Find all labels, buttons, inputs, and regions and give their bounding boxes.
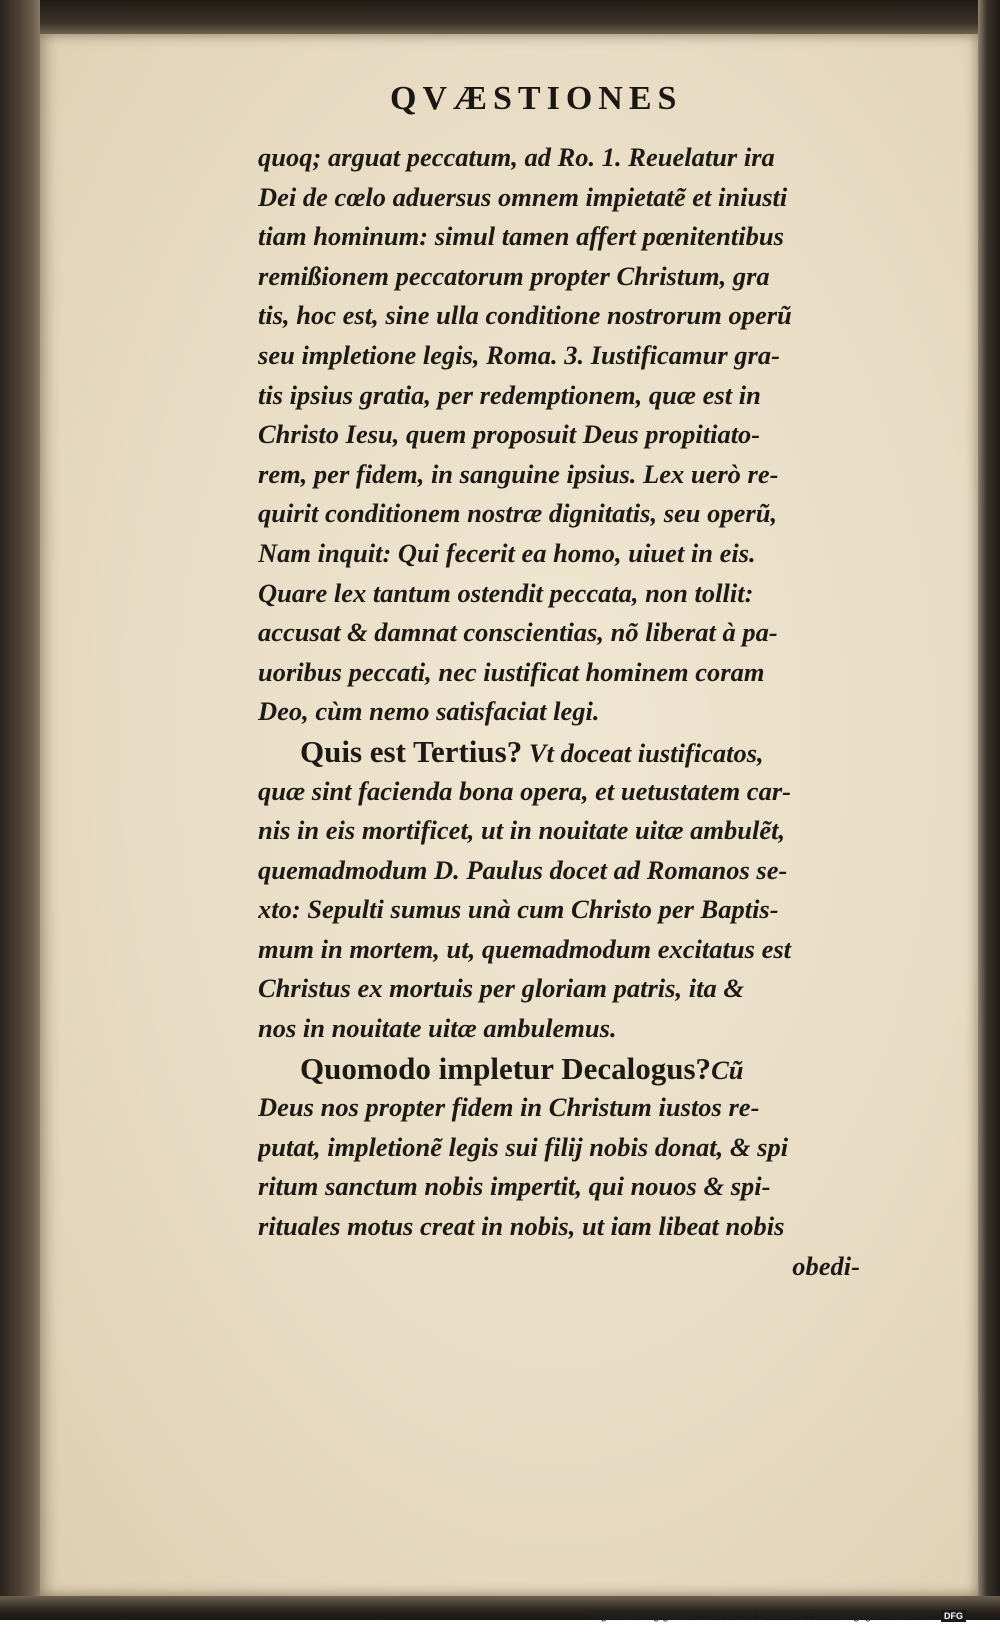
text-line: nis in eis mortificet, ut in nouitate uitæ ambulẽt, — [258, 815, 786, 846]
question-three-answer-start: Vt doceat iustificatos, — [522, 737, 764, 768]
text-line: quemadmodum D. Paulus docet ad Romanos se- — [258, 854, 788, 885]
text-line: Nam inquit: Qui fecerit ea homo, uiuet in eis. — [258, 537, 756, 568]
text-line: mum in mortem, ut, quemadmodum excitatus est — [258, 933, 792, 964]
text-line: putat, impletionẽ legis sui filij nobis donat, & spi — [258, 1131, 789, 1162]
text-line: Quare lex tantum ostendit peccata, non tollit: — [258, 577, 754, 608]
text-line: Christus ex mortuis per gloriam patris, ita & — [258, 973, 744, 1004]
text-line: tis, hoc est, sine ulla conditione nostrorum operũ — [258, 300, 792, 331]
text-line: Christo Iesu, quem proposuit Deus propitiato- — [258, 419, 761, 450]
text-line: nos in nouitate uitæ ambulemus. — [258, 1013, 617, 1044]
text-line: quoq; arguat peccatum, ad Ro. 1. Reuelatur ira — [258, 142, 775, 172]
text-line: rem, per fidem, in sanguine ipsius. Lex uerò re- — [258, 458, 779, 489]
book-left-edge — [0, 0, 40, 1620]
book-right-edge — [978, 0, 1000, 1620]
text-line: uoribus peccati, nec iustificat hominem coram — [258, 656, 765, 687]
text-line: quirit conditionem nostræ dignitatis, seu operũ, — [258, 498, 778, 529]
catchword: obedi- — [792, 1250, 860, 1281]
question-three-line — [258, 732, 898, 772]
digitization-credit — [590, 1610, 966, 1622]
page-text — [258, 138, 898, 1286]
text-line: rituales motus creat in nobis, ut iam libeat nobis — [258, 1211, 785, 1242]
running-header: QVÆSTIONES — [390, 80, 683, 117]
text-line: tiam hominum: simul tamen affert pœnitentibus — [258, 221, 784, 252]
text-line: quæ sint facienda bona opera, et uetustatem car- — [258, 775, 791, 806]
text-line: xto: Sepulti sumus unà cum Christo per Baptis- — [258, 894, 779, 925]
book-top-edge — [0, 0, 1000, 34]
text-line: Deus nos propter fidem in Christum iustos re- — [258, 1092, 760, 1123]
text-line: Dei de cœlo aduersus omnem impietatẽ et iniusti — [258, 181, 788, 212]
text-line: remißionem peccatorum propter Christum, gra — [258, 260, 770, 291]
text-line: tis ipsius gratia, per redemptionem, quæ est in — [258, 379, 761, 410]
text-line: ritum sanctum nobis impertit, qui nouos & spi- — [258, 1171, 771, 1202]
question-four-line — [258, 1049, 898, 1089]
question-four-answer-start: Cũ — [711, 1054, 744, 1085]
dfg-logo: DFG — [941, 1610, 966, 1622]
text-line: accusat & damnat conscientias, nõ liberat à pa- — [258, 617, 778, 648]
question-four-heading: Quomodo impletur Decalogus? — [300, 1050, 712, 1086]
question-three-heading: Quis est Tertius? — [300, 733, 523, 769]
text-line: Deo, cùm nemo satisfaciat legi. — [258, 696, 600, 727]
credit-text: Digitalisierung gefördert durch die Deutsche Forschungsgemeinschaft - — [590, 1610, 937, 1622]
text-line: seu impletione legis, Roma. 3. Iustificamur gra- — [258, 339, 780, 370]
